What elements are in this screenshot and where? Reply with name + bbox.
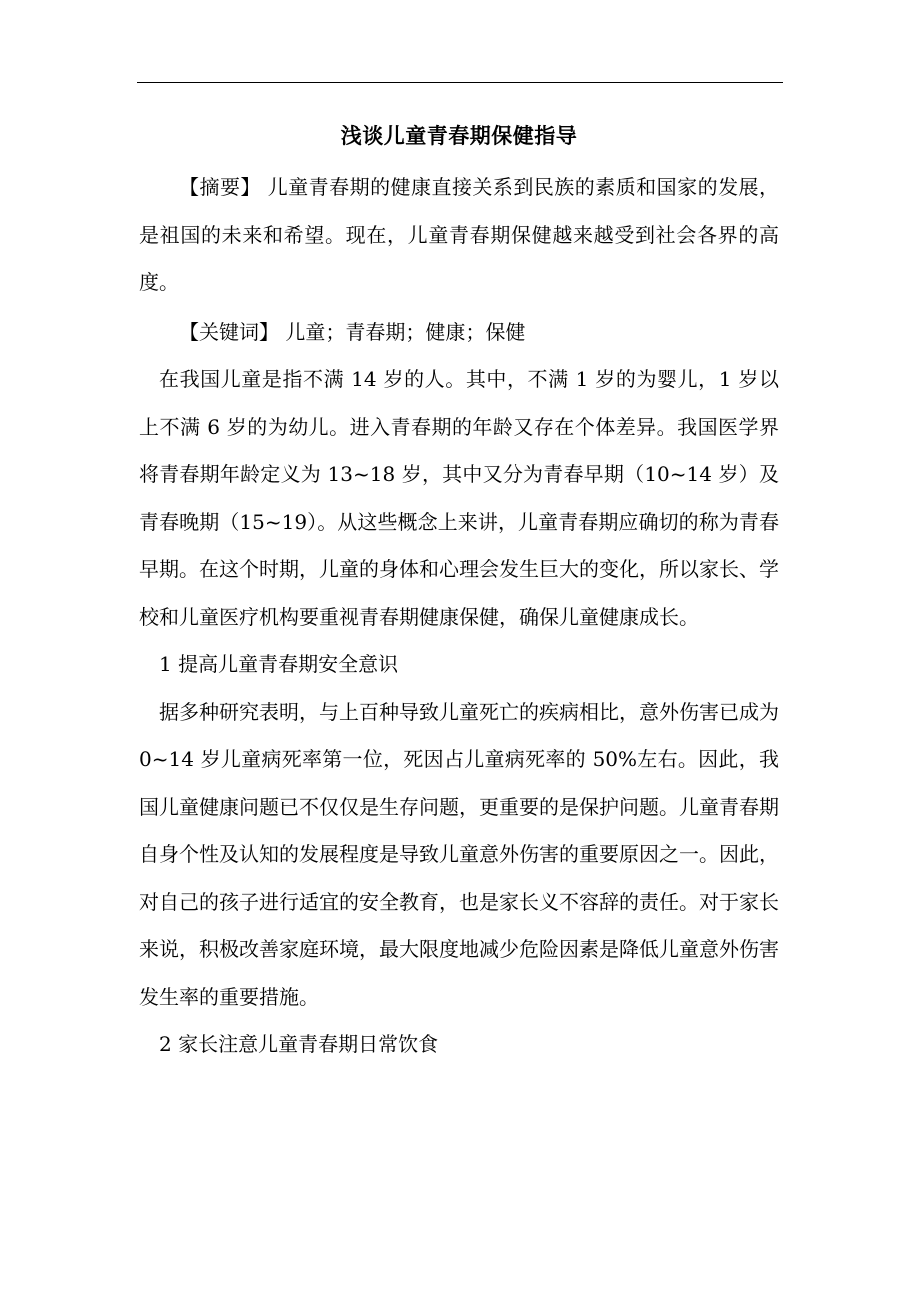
document-title: 浅谈儿童青春期保健指导 bbox=[340, 123, 578, 148]
keywords-paragraph bbox=[139, 309, 779, 357]
section-1-heading: 1 提高儿童青春期安全意识 bbox=[159, 652, 399, 676]
keywords-text: 儿童；青春期；健康；保健 bbox=[279, 319, 526, 344]
keywords-label: 【关键词】 bbox=[179, 319, 279, 344]
abstract-label: 【摘要】 bbox=[179, 175, 261, 199]
document-page bbox=[139, 112, 779, 1069]
abstract-text: 儿童青春期的健康直接关系到民族的素质和国家的发展，是祖国的未来和希望。现在，儿童青春期保健越来越受到社会各界的高度。 bbox=[139, 175, 780, 294]
section-2-heading: 2 家长注意儿童青春期日常饮食 bbox=[159, 1032, 439, 1056]
header-rule bbox=[137, 82, 783, 83]
abstract-paragraph bbox=[139, 164, 779, 307]
intro-paragraph: 在我国儿童是指不满 14 岁的人。其中，不满 1 岁的为婴儿，1 岁以上不满 6 岁的为幼儿。进入青春期的年龄又存在个体差异。我国医学界将青春期年龄定义为 13~18 岁，其中又分为青春早期（10~14 岁）及青春晚期（15~19）。从这些概念上来讲，儿童青春期应确切的称为青春早期。在这个时期，儿童的身体和心理会发生巨大的变化，所以家长、学校和儿童医疗机构要重视青春期健康保健，确保儿童健康成长。 bbox=[139, 367, 779, 629]
section-1-body: 据多种研究表明，与上百种导致儿童死亡的疾病相比，意外伤害已成为 0~14 岁儿童病死率第一位，死因占儿童病死率的 50%左右。因此，我国儿童健康问题已不仅仅是生存问题，更重要的是保护问题。儿童青春期自身个性及认知的发展程度是导致儿童意外伤害的重要原因之一。因此，对自己的孩子进行适宜的安全教育，也是家长义不容辞的责任。对于家长来说，积极改善家庭环境，最大限度地减少危险因素是降低儿童意外伤害发生率的重要措施。 bbox=[139, 699, 779, 1009]
